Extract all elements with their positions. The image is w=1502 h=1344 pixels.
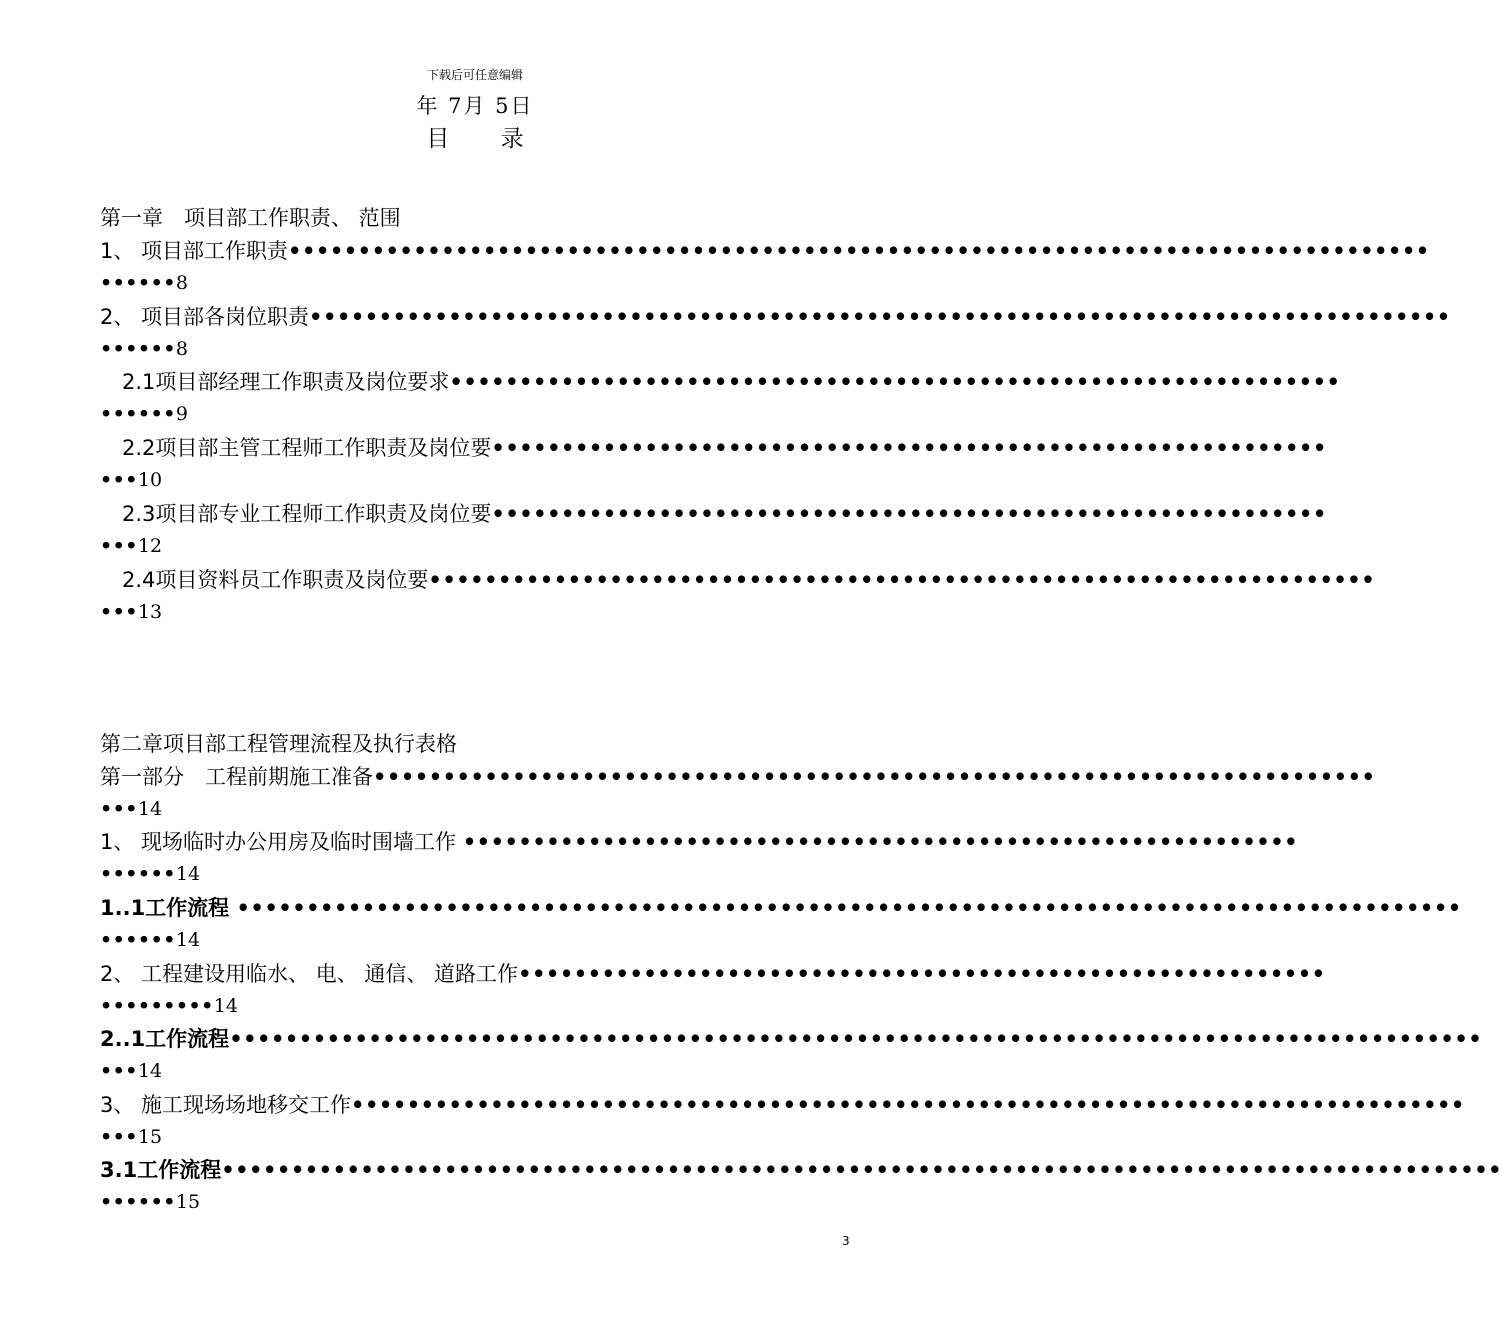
toc-page-number: 14 xyxy=(137,798,163,820)
toc-page-number: 8 xyxy=(175,272,188,294)
toc-entry-label: 2.1项目部经理工作职责及岗位要求 xyxy=(122,370,450,394)
toc-entry[interactable] xyxy=(100,1089,1465,1121)
toc-leader-dots: •••••••••••••••••••••••••••••••••••••••••••••••••••••••••••• xyxy=(491,435,1327,460)
toc-entry-label: 2..1工作流程 xyxy=(100,1027,230,1051)
toc-entry[interactable] xyxy=(100,235,1430,267)
toc-leader-dots: •••••••••••••••••••••••••••••••••••••••••••••••••••••••••••• xyxy=(491,501,1327,526)
toc-leader-dots: ••• xyxy=(100,1060,138,1082)
watermark-text: 下载后可任意编辑 xyxy=(426,68,523,82)
toc-page-number: 15 xyxy=(175,1191,201,1213)
toc-leader-dots: •••••••••••••••••••••••••••••••••••••••••••••••••••••••••••••••••••••••••••••••••• xyxy=(309,304,1451,329)
toc-page-number: 14 xyxy=(213,995,238,1017)
toc-leader-dots: •••••••••••••••••••••••••••••••••••••••••••••••••••••••••••••••• xyxy=(449,369,1341,394)
toc-leader-dots: •••••••••••••••••••••••••••••••••••••••••••••••••••••••••••••••••••••••••••••••••••••••••• xyxy=(229,1026,1483,1051)
toc-entry-continuation xyxy=(100,1122,162,1152)
toc-entry[interactable] xyxy=(100,826,1299,858)
toc-leader-dots: •••••••••••••••••••••••••••••••••••••••••••••••••••••••••••••••••••••••••••••••• xyxy=(351,1092,1465,1117)
toc-leader-dots: ••• xyxy=(100,1126,138,1148)
toc-entry-continuation xyxy=(100,925,200,955)
toc-entry-continuation xyxy=(100,399,188,429)
toc-entry-continuation xyxy=(100,334,188,364)
toc-entry-continuation xyxy=(100,465,162,495)
toc-entry[interactable] xyxy=(100,892,1462,924)
toc-page-number: 13 xyxy=(137,601,163,623)
toc-entry-continuation xyxy=(100,1056,162,1086)
toc-leader-dots: •••••• xyxy=(100,1191,176,1213)
toc-page-number: 8 xyxy=(175,338,188,360)
toc-entry[interactable] xyxy=(122,564,1376,596)
toc-entry[interactable] xyxy=(100,301,1451,333)
toc-leader-dots: •••••••••••••••••••••••••••••••••••••••••••••••••••••••••••••••••••••••• xyxy=(373,764,1376,789)
toc-entry-label: 3.1工作流程 xyxy=(100,1158,222,1182)
toc-entry[interactable] xyxy=(100,761,1376,793)
toc-leader-dots: •••••• xyxy=(100,863,176,885)
toc-leader-dots: ••••••••• xyxy=(100,995,214,1017)
toc-leader-dots: ••• xyxy=(100,601,138,623)
page-number: 3 xyxy=(842,1234,850,1248)
toc-leader-dots: •••••• xyxy=(100,403,176,425)
toc-leader-dots: •••••• xyxy=(100,338,176,360)
toc-entry-label: 3、 施工现场场地移交工作 xyxy=(100,1093,352,1117)
toc-entry-continuation xyxy=(100,531,162,561)
toc-entry-continuation xyxy=(100,268,188,298)
toc-page-number: 14 xyxy=(175,863,201,885)
toc-entry-label: 1、 项目部工作职责 xyxy=(100,239,289,263)
toc-leader-dots: ••• xyxy=(100,469,138,491)
toc-entry-label: 1..1工作流程 xyxy=(100,896,237,920)
toc-entry-continuation xyxy=(100,597,162,627)
toc-entry[interactable] xyxy=(100,958,1326,990)
toc-leader-dots: •••••••••••••••••••••••••••••••••••••••••••••••••••••••••••••••••••••••••••••••••••••••• xyxy=(236,895,1462,920)
toc-entry-label: 第一部分 工程前期施工准备 xyxy=(100,765,373,789)
toc-leader-dots: •••••••••••••••••••••••••••••••••••••••••••••••••••••••••••••••••••••••••••••••••• xyxy=(288,238,1430,263)
toc-page-number: 12 xyxy=(137,535,163,557)
toc-leader-dots: •••••• xyxy=(100,929,176,951)
chapter-heading: 第二章项目部工程管理流程及执行表格 xyxy=(100,732,457,756)
toc-leader-dots: •••••••••••••••••••••••••••••••••••••••••••••••••••••••••••••••••••••••••••••••••••••••••••• xyxy=(221,1157,1502,1182)
toc-entry-continuation xyxy=(100,794,162,824)
toc-entry-label: 2.4项目资料员工作职责及岗位要 xyxy=(122,568,429,592)
toc-title: 目 录 xyxy=(426,126,546,152)
toc-page-number: 14 xyxy=(137,1060,163,1082)
toc-page-number: 9 xyxy=(175,403,188,425)
toc-leader-dots: •••••••••••••••••••••••••••••••••••••••••••••••••••••••••••••••••••• xyxy=(428,567,1376,592)
toc-entry[interactable] xyxy=(122,432,1327,464)
toc-page-number: 14 xyxy=(175,929,201,951)
toc-entry[interactable] xyxy=(122,498,1327,530)
toc-entry-label: 2.3项目部专业工程师工作职责及岗位要 xyxy=(122,502,492,526)
toc-page-number: 10 xyxy=(137,469,163,491)
toc-entry-label: 2、 工程建设用临水、 电、 通信、 道路工作 xyxy=(100,962,519,986)
toc-leader-dots: •••••••••••••••••••••••••••••••••••••••••••••••••••••••••• xyxy=(518,961,1326,986)
document-date: 年 7月 5日 xyxy=(416,94,534,118)
toc-entry[interactable] xyxy=(122,366,1341,398)
toc-leader-dots: •••••• xyxy=(100,272,176,294)
chapter-heading: 第一章 项目部工作职责、 范围 xyxy=(100,206,401,230)
toc-entry[interactable] xyxy=(100,1154,1502,1186)
toc-entry[interactable] xyxy=(100,1023,1483,1055)
toc-leader-dots: ••• xyxy=(100,535,138,557)
toc-page-number: 15 xyxy=(137,1126,163,1148)
toc-entry-label: 1、 现场临时办公用房及临时围墙工作 xyxy=(100,830,463,854)
toc-entry-label: 2.2项目部主管工程师工作职责及岗位要 xyxy=(122,436,492,460)
toc-entry-continuation xyxy=(100,1187,200,1217)
toc-entry-label: 2、 项目部各岗位职责 xyxy=(100,305,310,329)
toc-leader-dots: ••• xyxy=(100,798,138,820)
toc-leader-dots: •••••••••••••••••••••••••••••••••••••••••••••••••••••••••••• xyxy=(462,829,1299,854)
toc-entry-continuation xyxy=(100,991,238,1021)
toc-entry-continuation xyxy=(100,859,200,889)
